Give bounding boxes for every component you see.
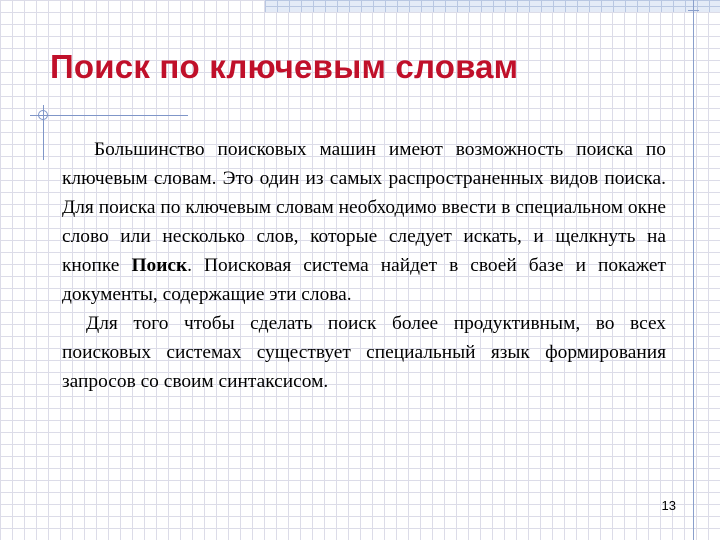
paragraph-1-text-b: . Поисковая система найдет в своей базе и покажет документы, содержащие эти слова.: [62, 255, 666, 305]
paragraph-1-text-a: Большинство поисковых машин имеют возможность поиска по ключевым словам. Это один из самых распространенных видов поиска. Для поиска по ключевым словам необходимо ввести в специальном окне слово или несколько слов, которые следует искать, и щелкнуть на кнопке: [62, 139, 666, 276]
top-decorative-band: [265, 0, 720, 12]
title-underline-rule: [30, 115, 188, 116]
paragraph-2: Для того чтобы сделать поиск более продуктивным, во всех поисковых системах существует специальный язык формирования запросов со своим синтаксисом.: [62, 313, 666, 392]
bold-term-search: Поиск: [131, 255, 188, 276]
circle-mark-icon: [38, 110, 48, 120]
slide-body: [62, 135, 666, 396]
slide-title: Поиск по ключевым словам: [50, 48, 519, 85]
right-vertical-rule: [693, 0, 694, 540]
paragraph-1: [62, 135, 666, 309]
right-rule-tick: [688, 10, 699, 11]
page-number: 13: [661, 498, 676, 513]
